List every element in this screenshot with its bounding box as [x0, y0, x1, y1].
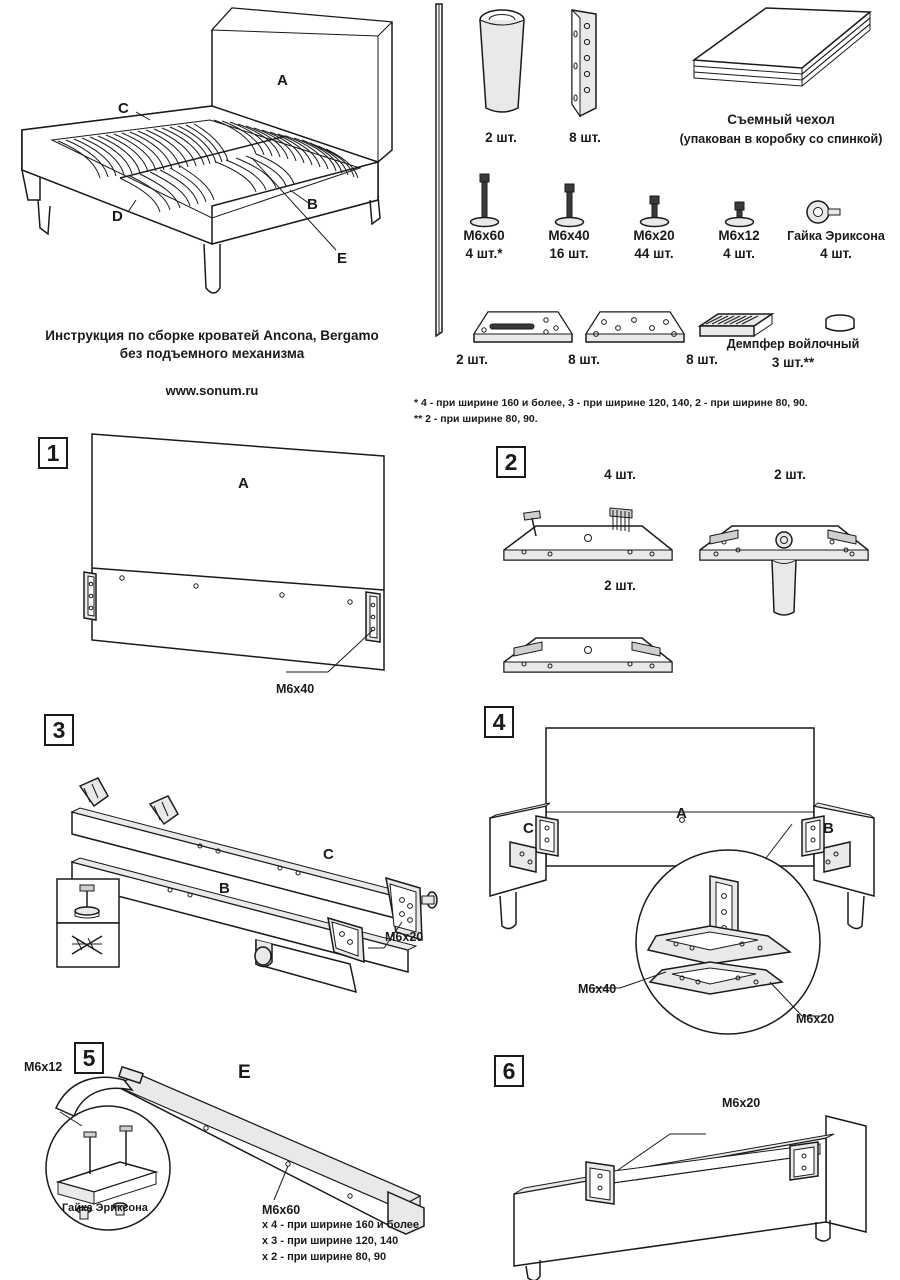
row3-item1-qty: 2 шт. — [456, 352, 488, 367]
step-number-2: 2 — [496, 446, 526, 478]
step1-hardware-m6x40: M6x40 — [276, 682, 315, 696]
step3-label-b: B — [219, 880, 230, 897]
overview-label-d: D — [112, 208, 123, 225]
step4-hardware-m6x20: M6x20 — [796, 1012, 835, 1026]
step-number-4: 4 — [484, 706, 514, 738]
leg-part-icon — [470, 4, 540, 124]
overview-label-b: B — [307, 196, 318, 213]
row3-item3-qty: 8 шт. — [686, 352, 718, 367]
step6-hardware-m6x20: M6x20 — [722, 1096, 761, 1110]
parts-footnote-2: ** 2 - при ширине 80, 90. — [414, 413, 538, 425]
page-title-line1: Инструкция по сборке кроватей Ancona, Bergamo — [45, 328, 379, 343]
damper-qty: 3 шт.** — [771, 355, 815, 370]
overview-label-e: E — [337, 250, 348, 267]
overview-label-c: C — [118, 100, 129, 117]
cover-name: Съемный чехол — [727, 112, 835, 127]
step2-qty-2: 2 шт. — [774, 467, 806, 482]
step5-note-3: x 2 - при ширине 80, 90 — [262, 1251, 387, 1263]
step3-legend-icons — [56, 878, 120, 968]
step-number-6: 6 — [494, 1055, 524, 1087]
step1-illustration — [70, 420, 440, 700]
bolt-m6x12-name: M6x12 — [718, 228, 760, 243]
bolt-m6x20-name: M6x20 — [633, 228, 675, 243]
step-number-3: 3 — [44, 714, 74, 746]
step5-label-e: E — [238, 1062, 251, 1083]
step5-hardware-m6x12: M6x12 — [24, 1060, 63, 1074]
bolt-m6x60-name: M6x60 — [463, 228, 505, 243]
bolt-m6x40-qty: 16 шт. — [549, 246, 589, 261]
erikson-nut-name: Гайка Эриксона — [787, 229, 885, 243]
step5-note-1: x 4 - при ширине 160 и более — [262, 1219, 420, 1231]
step5-note-2: x 3 - при ширине 120, 140 — [262, 1235, 399, 1247]
step-number-1: 1 — [38, 437, 68, 469]
step5-inset-label: Гайка Эриксона — [62, 1202, 148, 1214]
row3-item2-qty: 8 шт. — [568, 352, 600, 367]
step3-label-c: C — [323, 846, 334, 863]
cover-part-icon — [680, 2, 880, 112]
website-url: www.sonum.ru — [165, 383, 259, 398]
bolt-m6x20-qty: 44 шт. — [634, 246, 674, 261]
step4-label-b: B — [823, 820, 834, 837]
tall-bracket-qty: 8 шт. — [569, 130, 601, 145]
step3-hardware-m6x20: M6x20 — [385, 930, 424, 944]
damper-name: Демпфер войлочный — [726, 337, 860, 351]
step4-illustration — [470, 720, 890, 1050]
vertical-divider — [432, 2, 452, 342]
step2-illustration — [480, 490, 880, 720]
step5-note-0: M6x60 — [262, 1203, 301, 1217]
step1-label-a: A — [238, 475, 249, 492]
step2-qty-1: 4 шт. — [604, 467, 636, 482]
page-title-line2: без подъемного механизма — [119, 346, 305, 361]
parts-footnote-1: * 4 - при ширине 160 и более, 3 - при ширине 120, 140, 2 - при ширине 80, 90. — [414, 397, 808, 409]
cover-note: (упакован в коробку со спинкой) — [679, 132, 883, 146]
step-number-5: 5 — [74, 1042, 104, 1074]
tall-bracket-part-icon — [556, 4, 616, 124]
bolt-m6x60-qty: 4 шт.* — [465, 246, 503, 261]
leg-qty: 2 шт. — [485, 130, 517, 145]
bolt-m6x12-qty: 4 шт. — [723, 246, 755, 261]
overview-label-a: A — [277, 72, 288, 89]
erikson-nut-qty: 4 шт. — [820, 246, 852, 261]
step2-qty-3: 2 шт. — [604, 578, 636, 593]
step4-label-a: A — [676, 805, 687, 822]
step4-hardware-m6x40: M6x40 — [578, 982, 617, 996]
step6-illustration — [490, 1110, 890, 1280]
bolt-m6x40-name: M6x40 — [548, 228, 590, 243]
step4-label-c: C — [523, 820, 534, 837]
bed-overview-illustration — [0, 0, 430, 320]
